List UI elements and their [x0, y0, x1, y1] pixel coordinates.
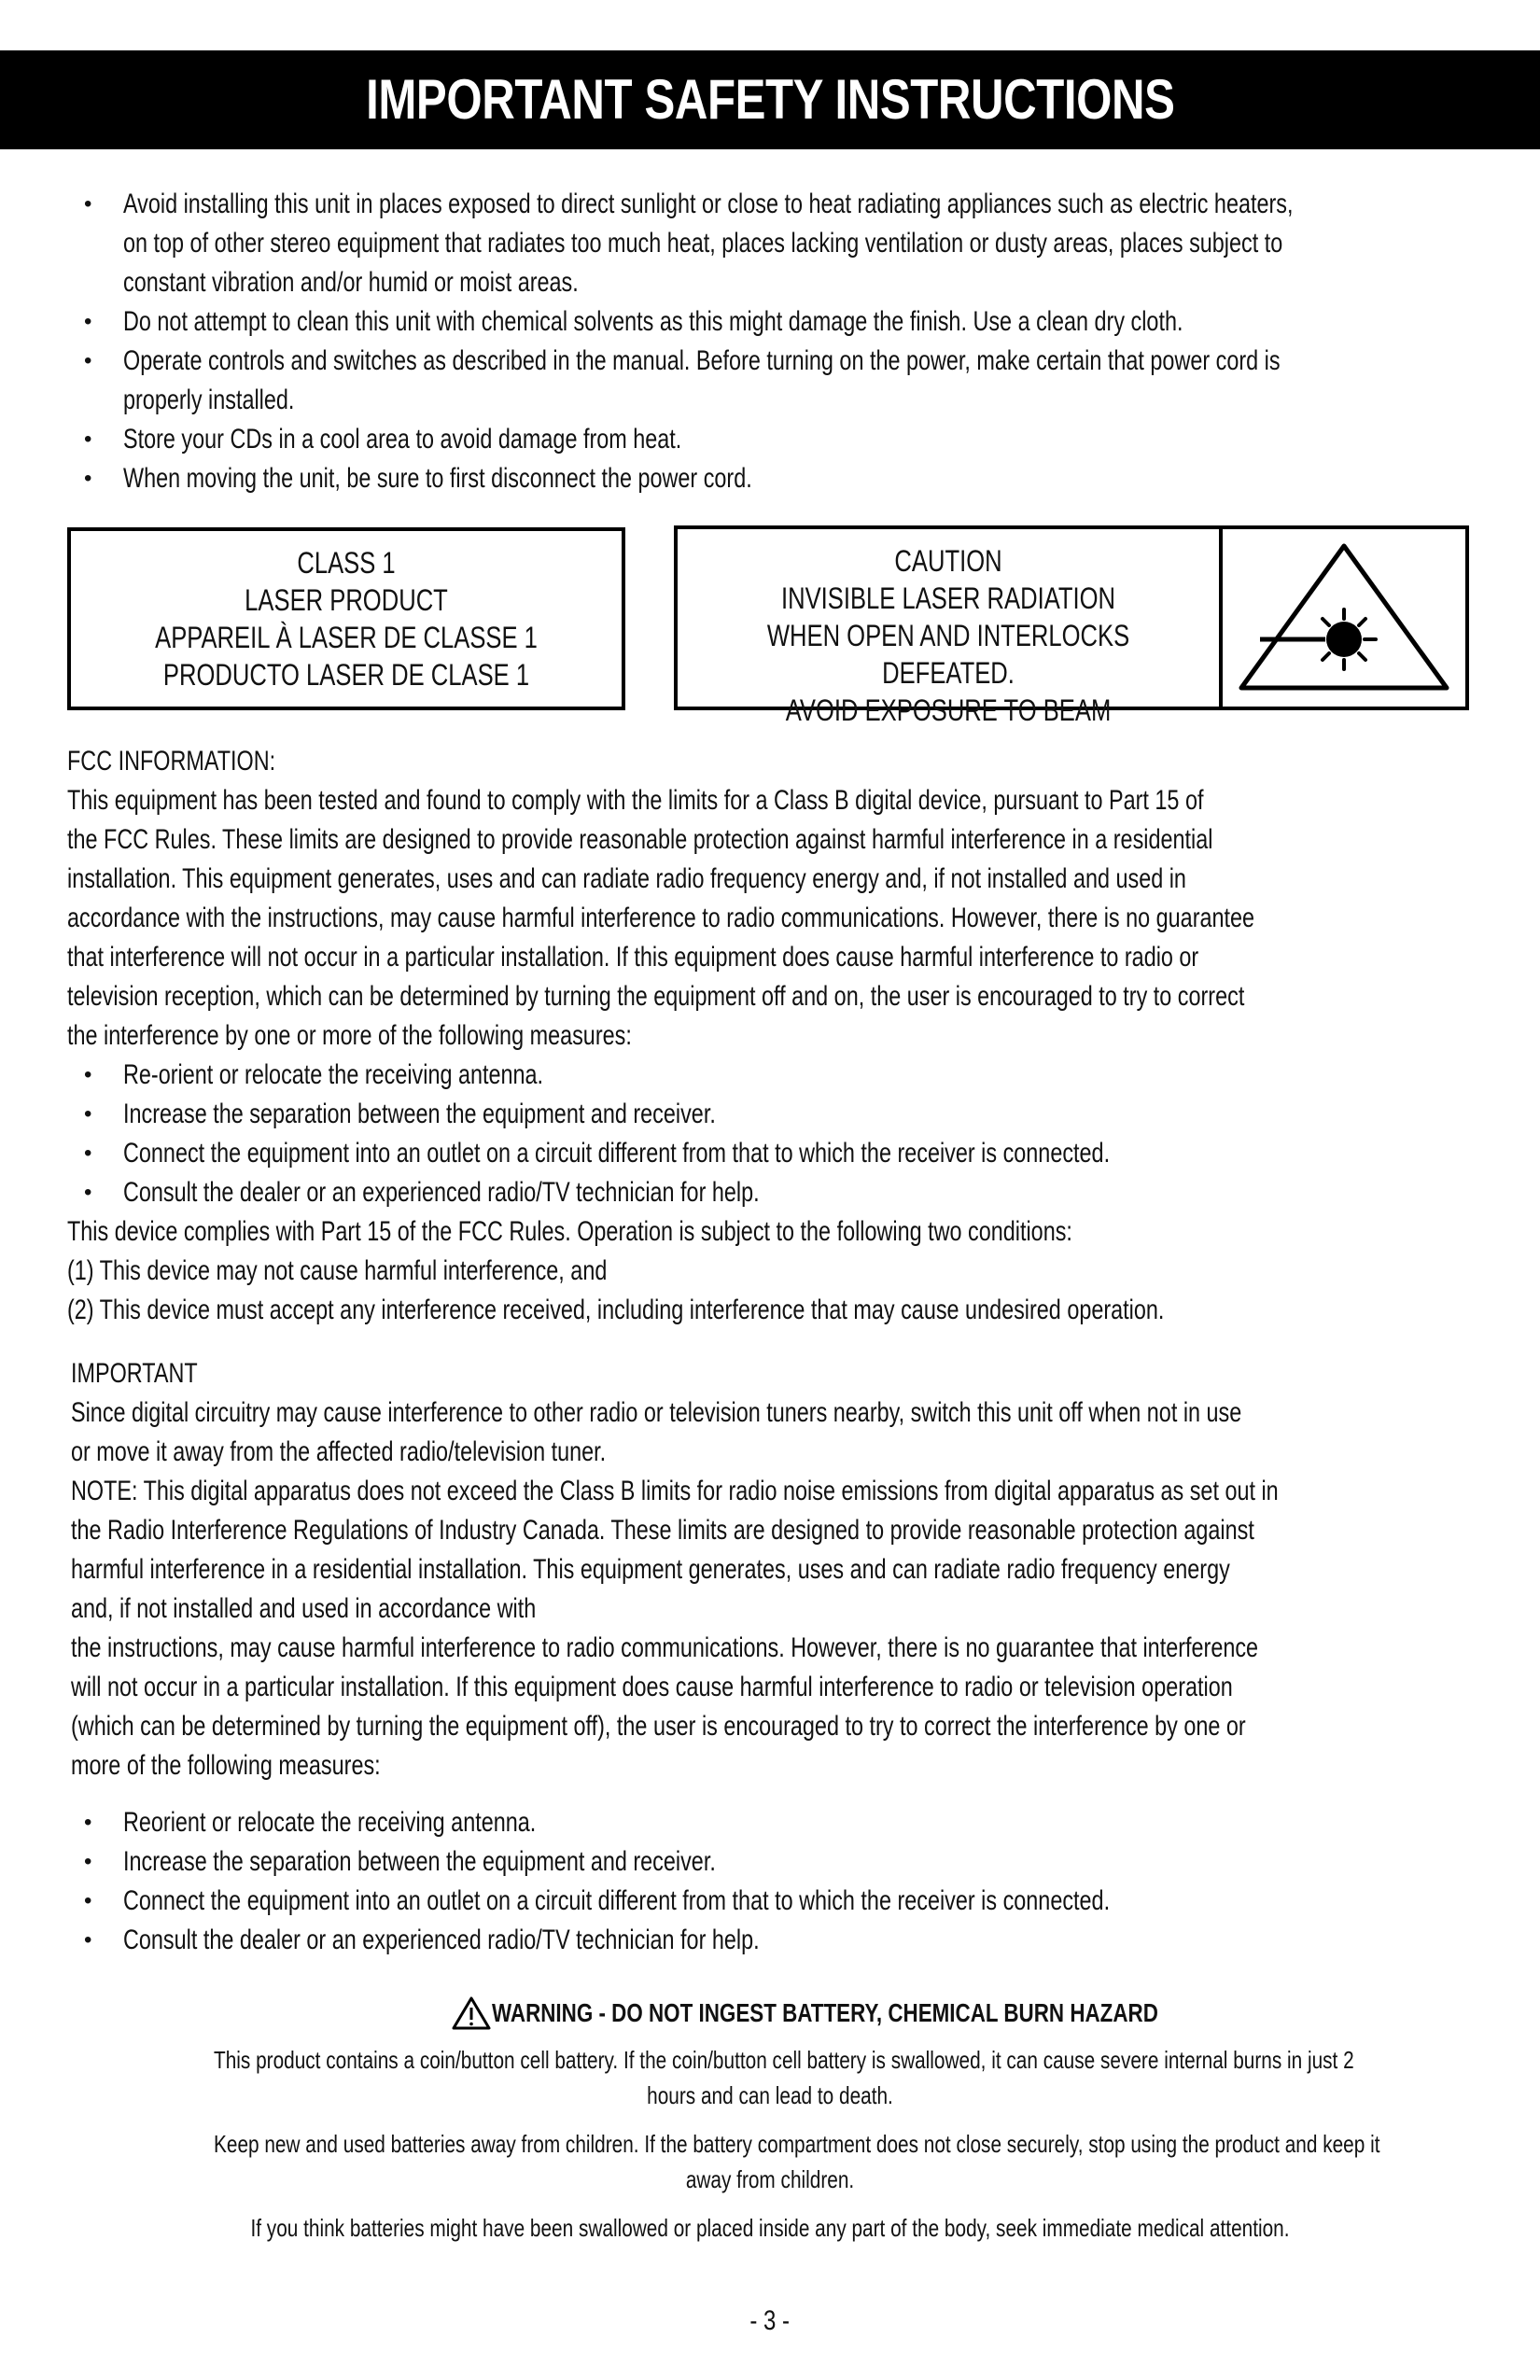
- list-item: [67, 1134, 1477, 1173]
- list-item: [67, 1803, 1477, 1842]
- fcc-line: installation. This equipment generates, uses and can radiate radio frequency energy and, if not installed and used in: [67, 863, 1186, 894]
- warning-triangle-icon: [451, 1995, 492, 2031]
- important-section: [71, 1354, 1480, 1785]
- important-heading: IMPORTANT: [71, 1358, 198, 1389]
- list-item: [67, 1842, 1477, 1882]
- fcc-condition-line: (2) This device must accept any interference received, including interference that may cause undesired operation.: [67, 1295, 1165, 1325]
- list-item: [67, 420, 1477, 459]
- bullet-line: • Connect the equipment into an outlet on a circuit different from that to which the receiver is connected.: [123, 1138, 1111, 1169]
- warning-line: Keep new and used batteries away from children. If the battery compartment does not close securely, stop using the product and keep it: [214, 2130, 1380, 2158]
- bullet-line: properly installed.: [123, 385, 295, 415]
- list-item: [67, 459, 1477, 498]
- bullet-line: on top of other stereo equipment that radiates too much heat, places lacking ventilation or dusty areas, places subject to: [123, 228, 1283, 259]
- list-item: [67, 1095, 1477, 1134]
- caution-box: [674, 525, 1223, 727]
- laser-symbol-box: [1219, 525, 1469, 710]
- caution-line: WHEN OPEN AND INTERLOCKS DEFEATED.: [766, 619, 1130, 690]
- bullet-line: constant vibration and/or humid or moist areas.: [123, 267, 579, 298]
- bullet-line: • Store your CDs in a cool area to avoid damage from heat.: [123, 424, 682, 455]
- caution-line: CAUTION: [894, 544, 1002, 578]
- bullet-line: • Increase the separation between the equipment and receiver.: [123, 1846, 716, 1877]
- important-line: and, if not installed and used in accordance with: [71, 1593, 537, 1624]
- safety-bullet-list: [67, 185, 1477, 498]
- bullet-line: • Consult the dealer or an experienced radio/TV technician for help.: [123, 1177, 760, 1208]
- bullet-line: • Consult the dealer or an experienced radio/TV technician for help.: [123, 1925, 760, 1955]
- page-title: IMPORTANT SAFETY INSTRUCTIONS: [365, 68, 1175, 131]
- bullet-line: • When moving the unit, be sure to first disconnect the power cord.: [123, 463, 752, 494]
- important-line: (which can be determined by turning the equipment off), the user is encouraged to try to correct the interference by one or: [71, 1711, 1246, 1742]
- fcc-conditions: [67, 1212, 1477, 1330]
- bullet-line: • Re-orient or relocate the receiving antenna.: [123, 1059, 544, 1090]
- fcc-section: [67, 742, 1477, 1056]
- warning-line: away from children.: [685, 2165, 855, 2193]
- important-line: NOTE: This digital apparatus does not exceed the Class B limits for radio noise emissions from digital apparatus as set out in: [71, 1476, 1279, 1506]
- fcc-bullet-list: [67, 1056, 1477, 1212]
- list-item: [67, 1882, 1477, 1921]
- title-bar: [0, 50, 1540, 149]
- list-item: [67, 302, 1477, 342]
- important-line: more of the following measures:: [71, 1750, 381, 1781]
- list-item: [67, 342, 1477, 420]
- caution-line: INVISIBLE LASER RADIATION: [780, 581, 1116, 615]
- class1-line: PRODUCTO LASER DE CLASE 1: [162, 658, 530, 692]
- caution-line: AVOID EXPOSURE TO BEAM: [785, 693, 1112, 727]
- bullet-line: • Operate controls and switches as described in the manual. Before turning on the power, make certain that power cord is: [123, 345, 1281, 376]
- class1-laser-box: [67, 527, 625, 710]
- list-item: [67, 185, 1477, 302]
- fcc-line: the FCC Rules. These limits are designed to provide reasonable protection against harmful interference in a residential: [67, 824, 1213, 855]
- list-item: [67, 1056, 1477, 1095]
- class1-line: CLASS 1: [297, 546, 396, 580]
- laser-warning-icon: [1223, 529, 1465, 707]
- important-line: the Radio Interference Regulations of Industry Canada. These limits are designed to provide reasonable protection against: [71, 1515, 1254, 1546]
- important-line: the instructions, may cause harmful interference to radio communications. However, there is no guarantee that interference: [71, 1632, 1259, 1663]
- battery-warning: [75, 1995, 1465, 2246]
- page-number: - 3 -: [749, 2305, 791, 2336]
- fcc-line: accordance with the instructions, may cause harmful interference to radio communications. However, there is no guarantee: [67, 903, 1255, 933]
- bullet-line: • Connect the equipment into an outlet on a circuit different from that to which the receiver is connected.: [123, 1885, 1111, 1916]
- bullet-line: • Avoid installing this unit in places exposed to direct sunlight or close to heat radiating appliances such as electric heaters,: [123, 189, 1294, 219]
- important-line: Since digital circuitry may cause interference to other radio or television tuners nearby, switch this unit off when not in use: [71, 1397, 1242, 1428]
- fcc-line: that interference will not occur in a particular installation. If this equipment does cause harmful interference to radio or: [67, 942, 1199, 973]
- list-item: [67, 1173, 1477, 1212]
- warning-line: hours and can lead to death.: [647, 2081, 893, 2109]
- bullet-line: • Reorient or relocate the receiving antenna.: [123, 1807, 537, 1838]
- important-line: will not occur in a particular installation. If this equipment does cause harmful interference to radio or television operation: [71, 1672, 1233, 1702]
- class1-line: LASER PRODUCT: [245, 583, 448, 617]
- fcc-heading: FCC INFORMATION:: [67, 746, 276, 777]
- warning-line: This product contains a coin/button cell battery. If the coin/button cell battery is swallowed, it can cause severe internal burns in just 2: [214, 2046, 1354, 2074]
- important-line: harmful interference in a residential installation. This equipment generates, uses and can radiate radio frequency energy: [71, 1554, 1230, 1585]
- fcc-line: This equipment has been tested and found to comply with the limits for a Class B digital device, pursuant to Part 15 of: [67, 785, 1204, 816]
- fcc-condition-line: (1) This device may not cause harmful interference, and: [67, 1255, 608, 1286]
- fcc-line: the interference by one or more of the following measures:: [67, 1020, 632, 1051]
- class1-line: APPAREIL À LASER DE CLASSE 1: [155, 621, 538, 654]
- list-item: [67, 1921, 1477, 1960]
- fcc-condition-line: This device complies with Part 15 of the FCC Rules. Operation is subject to the following two conditions:: [67, 1216, 1072, 1247]
- fcc-line: television reception, which can be determined by turning the equipment off and on, the user is encouraged to try to correct: [67, 981, 1245, 1012]
- warning-title: WARNING - DO NOT INGEST BATTERY, CHEMICAL BURN HAZARD: [492, 1998, 1158, 2027]
- bullet-line: • Increase the separation between the equipment and receiver.: [123, 1099, 716, 1129]
- important-line: or move it away from the affected radio/television tuner.: [71, 1436, 607, 1467]
- bullet-line: • Do not attempt to clean this unit with chemical solvents as this might damage the finish. Use a clean dry cloth.: [123, 306, 1183, 337]
- warning-line: If you think batteries might have been swallowed or placed inside any part of the body, seek immediate medical attention.: [250, 2214, 1290, 2242]
- page-number-wrap: [0, 2305, 1540, 2337]
- important-bullet-list: [67, 1803, 1477, 1960]
